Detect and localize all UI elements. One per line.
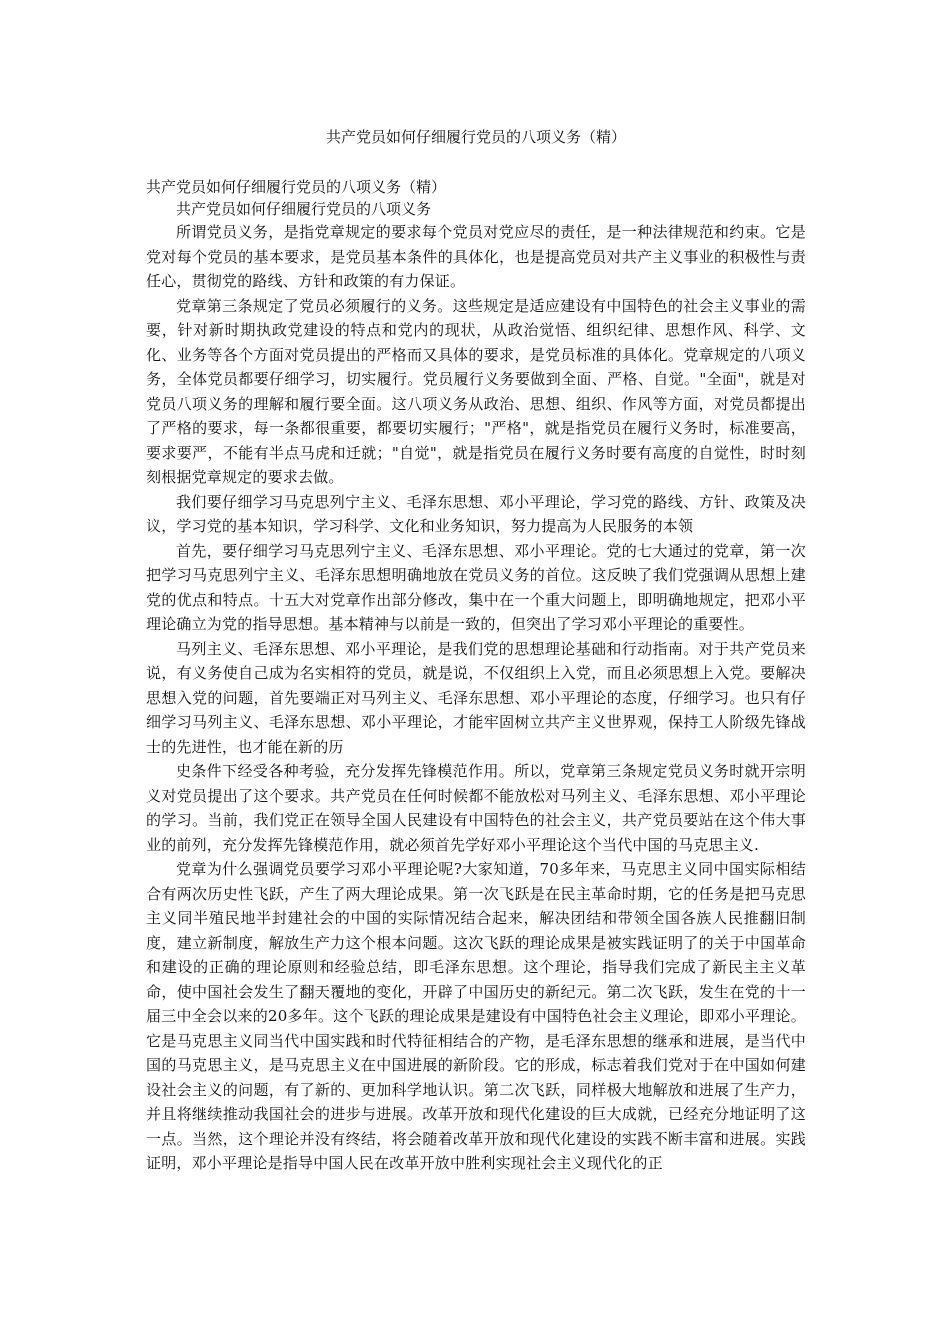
paragraph-6: 史条件下经受各种考验，充分发挥先锋模范作用。所以，党章第三条规定党员义务时就开宗明义对党员提出了这个要求。共产党员在任何时候都不能放松对马列主义、毛泽东思想、邓小平理论的学习。当前，我们党正在领导全国人民建设有中国特色的社会主义，共产党员要站在这个伟大事业的前列，充分发挥先锋模范作用，就必须首先学好邓小平理论这个当代中国的马克思主义. [146, 762, 806, 854]
paragraph-4: 首先，要仔细学习马克思列宁主义、毛泽东思想、邓小平理论。党的七大通过的党章，第一次把学习马克思列宁主义、毛泽东思想明确地放在党员义务的首位。这反映了我们党强调从思想上建党的优点和特点。十五大对党章作出部分修改，集中在一个重大问题上，即明确地规定，把邓小平理论确立为党的指导思想。基本精神与以前是一致的，但突出了学习邓小平理论的重要性。 [146, 541, 806, 633]
paragraph-2: 党章第三条规定了党员必须履行的义务。这些规定是适应建设有中国特色的社会主义事业的需要，针对新时期执政党建设的特点和党内的现状，从政治觉悟、组织纪律、思想作风、科学、文化、业务等各个方面对党员提出的严格而又具体的要求，是党员标准的具体化。党章规定的八项义务，全体党员都要仔细学习，切实履行。党员履行义务要做到全面、严格、自觉。"全面"，就是对党员八项义务的理解和履行要全面。这八项义务从政治、思想、组织、作风等方面，对党员都提出了严格的要求，每一条都很重要，都要切实履行；"严格"，就是指党员在履行义务时，标准要高，要求要严，不能有半点马虎和迁就；"自觉"，就是指党员在履行义务时要有高度的自觉性，时时刻刻根据党章规定的要求去做。 [146, 296, 806, 486]
document-page [146, 126, 806, 1176]
paragraph-7: 党章为什么强调党员要学习邓小平理论呢?大家知道，70多年来，马克思主义同中国实际相结合有两次历史性飞跃，产生了两大理论成果。第一次飞跃是在民主革命时期，它的任务是把马克思主义同半殖民地半封建社会的中国的实际情况结合起来，解决团结和带领全国各族人民推翻旧制度，建立新制度，解放生产力这个根本问题。这次飞跃的理论成果是被实践证明了的关于中国革命和建设的正确的理论原则和经验总结，即毛泽东思想。这个理论，指导我们完成了新民主主义革命，使中国社会发生了翻天覆地的变化，开辟了中国历史的新纪元。第二次飞跃，发生在党的十一届三中全会以来的20多年。这个飞跃的理论成果是建设有中国特色社会主义理论，即邓小平理论。它是马克思主义同当代中国实践和时代特征相结合的产物，是毛泽东思想的继承和进展，是当代中国的马克思主义，是马克思主义在中国进展的新阶段。它的形成，标志着我们党对于在中国如何建设社会主义的问题，有了新的、更加科学地认识。第二次飞跃，同样极大地解放和进展了生产力，并且将继续推动我国社会的进步与进展。改革开放和现代化建设的巨大成就，已经充分地证明了这一点。当然，这个理论并没有终结，将会随着改革开放和现代化建设的实践不断丰富和进展。实践证明，邓小平理论是指导中国人民在改革开放中胜利实现社会主义现代化的正 [146, 860, 806, 1172]
document-heading: 共产党员如何仔细履行党员的八项义务（精） [146, 178, 447, 196]
paragraph-1: 所谓党员义务，是指党章规定的要求每个党员对党应尽的责任，是一种法律规范和约束。它是党对每个党员的基本要求，是党员基本条件的具体化，也是提高党员对共产主义事业的积极性与责任心，贯彻党的路线、方针和政策的有力保证。 [146, 223, 806, 290]
paragraph-5: 马列主义、毛泽东思想、邓小平理论，是我们党的思想理论基础和行动指南。对于共产党员来说，有义务使自己成为名实相符的党员，就是说，不仅组织上入党，而且必须思想上入党。要解决思想入党的问题，首先要端正对马列主义、毛泽东思想、邓小平理论的态度，仔细学习。也只有仔细学习马列主义、毛泽东思想、邓小平理论，才能牢固树立共产主义世界观，保持工人阶级先锋战士的先进性，也才能在新的历 [146, 639, 806, 756]
paragraph-3: 我们要仔细学习马克思列宁主义、毛泽东思想、邓小平理论，学习党的路线、方针、政策及决议，学习党的基本知识，学习科学、文化和业务知识，努力提高为人民服务的本领 [146, 492, 806, 535]
document-title: 共产党员如何仔细履行党员的八项义务（精） [325, 128, 626, 146]
document-subheading: 共产党员如何仔细履行党员的八项义务 [176, 200, 432, 218]
